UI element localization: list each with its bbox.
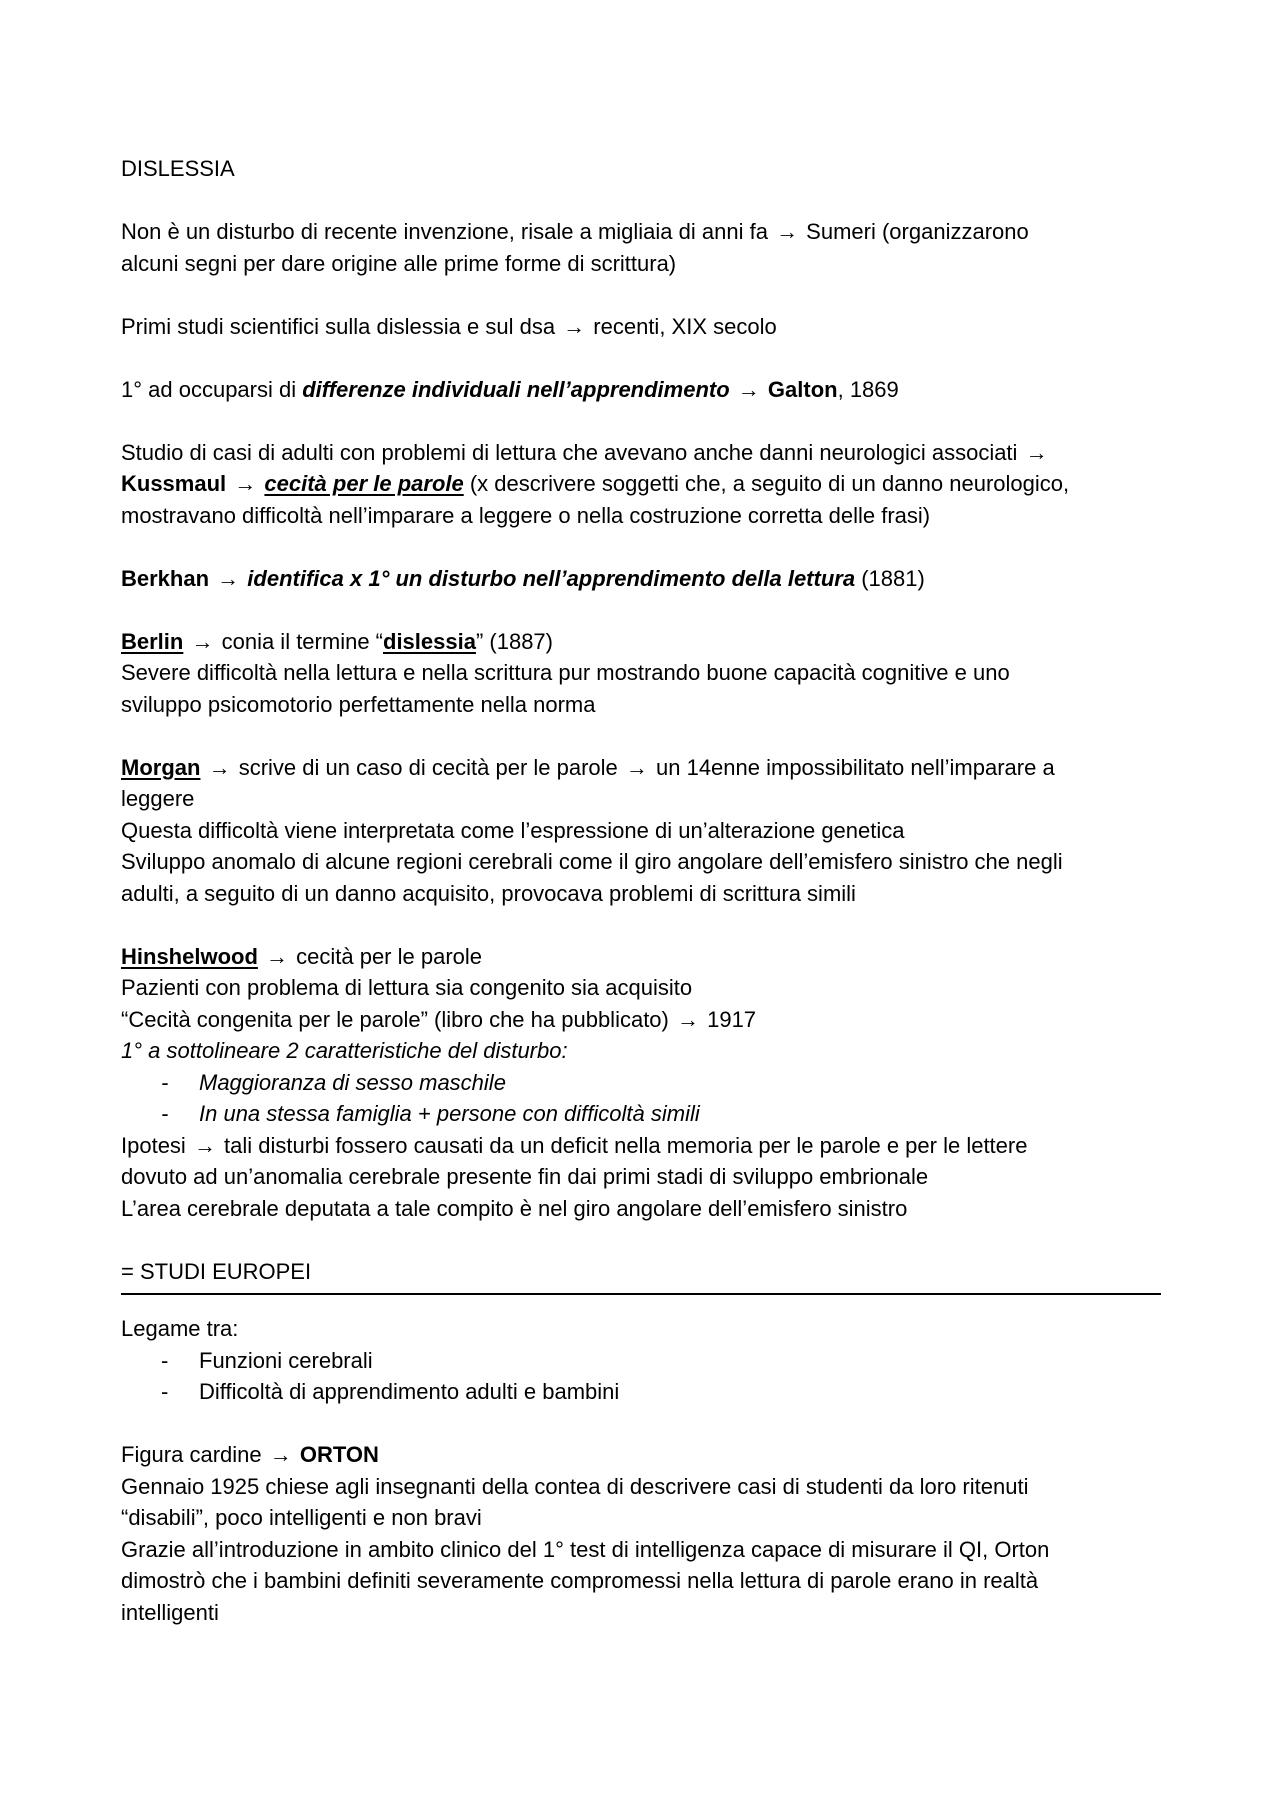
paragraph-morgan-cont3: Sviluppo anomalo di alcune regioni cerebrali come il giro angolare dell’emisfero sinistro che negli <box>121 849 1063 874</box>
paragraph-morgan-cont2: Questa difficoltà viene interpretata come l’espressione di un’alterazione genetica <box>121 817 905 843</box>
list-marker: - <box>161 1101 169 1126</box>
document-title: DISLESSIA <box>121 156 235 181</box>
document-body <box>121 153 1161 1628</box>
list-item-text: Funzioni cerebrali <box>199 1347 373 1373</box>
text: 1° ad occuparsi di <box>121 376 303 402</box>
name-morgan: Morgan <box>121 754 201 780</box>
emphasis-text: dislessia <box>383 628 476 654</box>
arrow-right-icon: → <box>266 943 289 969</box>
paragraph-kussmaul-cont <box>121 468 1161 500</box>
text: ” (1887) <box>475 628 553 654</box>
arrow-right-icon: → <box>193 1132 216 1158</box>
paragraph-origins-cont: alcuni segni per dare origine alle prime forme di scrittura) <box>121 250 677 276</box>
paragraph-origins <box>121 216 1161 248</box>
spacer <box>121 279 1161 311</box>
list-marker: - <box>161 1069 169 1095</box>
text: tali disturbi fossero causati da un deficit nella memoria per le parole e per le lettere <box>217 1132 1028 1158</box>
paragraph-berlin-cont: Severe difficoltà nella lettura e nella scrittura pur mostrando buone capacità cognitive e uno <box>121 660 1010 685</box>
text: Studio di casi di adulti con problemi di lettura che avevano anche danni neurologici associati <box>121 439 1024 465</box>
list-item-text: Maggioranza di sesso maschile <box>199 1069 506 1095</box>
text: conia il termine “ <box>215 628 383 654</box>
list-item <box>121 1067 1161 1099</box>
spacer <box>121 405 1161 437</box>
text: un 14enne impossibilitato nell’imparare a <box>649 754 1055 780</box>
paragraph-orton-cont: Gennaio 1925 chiese agli insegnanti della contea di descrivere casi di studenti da loro ritenuti <box>121 1473 1029 1499</box>
arrow-right-icon: → <box>1025 439 1048 465</box>
text: Figura cardine <box>121 1442 268 1467</box>
paragraph-morgan-cont: leggere <box>121 786 195 811</box>
list-item <box>121 1098 1161 1130</box>
paragraph-orton-cont3: Grazie all’introduzione in ambito clinico del 1° test di intelligenza capace di misurare il QI, Orton <box>121 1536 1050 1562</box>
text: scrive di un caso di cecità per le parole <box>232 754 624 780</box>
paragraph-kussmaul <box>121 437 1161 469</box>
paragraph-orton-cont2: “disabili”, poco intelligenti e non bravi <box>121 1505 482 1530</box>
paragraph-orton-cont4: dimostrò che i bambini definiti severamente compromessi nella lettura di parole erano in realtà <box>121 1568 1039 1593</box>
name-galton: Galton <box>767 376 838 402</box>
paragraph-kussmaul-cont2: mostravano difficoltà nell’imparare a leggere o nella costruzione corretta delle frasi) <box>121 502 931 528</box>
arrow-right-icon: → <box>269 1442 292 1467</box>
spacer <box>121 1305 1161 1313</box>
spacer <box>121 909 1161 941</box>
paragraph-orton-cont5: intelligenti <box>121 1599 219 1625</box>
paragraph-link: Legame tra: <box>121 1316 239 1341</box>
text: recenti, XIX secolo <box>587 313 777 339</box>
list-marker: - <box>161 1379 169 1404</box>
paragraph-first-studies <box>121 311 1161 343</box>
text: Primi studi scientifici sulla dislessia e sul dsa <box>121 313 562 339</box>
arrow-right-icon: → <box>208 754 231 780</box>
arrow-right-icon: → <box>191 628 214 654</box>
emphasis-text: cecità per le parole <box>264 471 464 496</box>
paragraph-hypothesis <box>121 1130 1161 1162</box>
spacer <box>121 720 1161 752</box>
name-berkhan: Berkhan <box>121 565 210 591</box>
horizontal-divider <box>121 1293 1161 1295</box>
paragraph-galton <box>121 374 1161 406</box>
spacer <box>121 342 1161 374</box>
list-item <box>121 1345 1161 1377</box>
paragraph-morgan <box>121 752 1161 784</box>
text: (x descrivere soggetti che, a seguito di un danno neurologico, <box>463 471 1070 496</box>
text: Non è un disturbo di recente invenzione, risale a migliaia di anni fa <box>121 219 775 244</box>
list-marker: - <box>161 1347 169 1373</box>
spacer <box>121 1224 1161 1256</box>
paragraph-berlin <box>121 626 1161 658</box>
arrow-right-icon: → <box>625 754 648 780</box>
paragraph-berkhan <box>121 563 1161 595</box>
spacer <box>121 594 1161 626</box>
paragraph-orton <box>121 1439 1161 1471</box>
text: , 1869 <box>837 376 899 402</box>
list-item-text: Difficoltà di apprendimento adulti e bambini <box>199 1379 620 1404</box>
arrow-right-icon: → <box>737 376 760 402</box>
text: Sumeri (organizzarono <box>800 219 1029 244</box>
text: 1917 <box>700 1006 757 1032</box>
spacer <box>121 1408 1161 1440</box>
emphasis-text: differenze individuali nell’apprendimento <box>302 376 730 402</box>
name-berlin: Berlin <box>121 628 184 654</box>
text: “Cecità congenita per le parole” (libro che ha pubblicato) <box>121 1006 675 1032</box>
arrow-right-icon: → <box>234 471 257 496</box>
paragraph-hinshelwood-book <box>121 1004 1161 1036</box>
arrow-right-icon: → <box>217 565 240 591</box>
paragraph-hinshelwood <box>121 941 1161 973</box>
paragraph-hinshelwood-cont: Pazienti con problema di lettura sia congenito sia acquisito <box>121 975 693 1000</box>
name-orton: ORTON <box>299 1442 379 1467</box>
text: cecità per le parole <box>290 943 483 969</box>
paragraph-hinshelwood-features: 1° a sottolineare 2 caratteristiche del disturbo: <box>121 1038 568 1063</box>
text: Ipotesi <box>121 1132 192 1158</box>
spacer <box>121 531 1161 563</box>
list-item <box>121 1376 1161 1408</box>
arrow-right-icon: → <box>563 313 586 339</box>
list-item-text: In una stessa famiglia + persone con difficoltà simili <box>199 1101 700 1126</box>
emphasis-text: identifica x 1° un disturbo nell’apprendimento della lettura <box>247 565 856 591</box>
section-summary: = STUDI EUROPEI <box>121 1258 312 1284</box>
paragraph-morgan-cont4: adulti, a seguito di un danno acquisito, provocava problemi di scrittura simili <box>121 880 856 906</box>
paragraph-berlin-cont2: sviluppo psicomotorio perfettamente nella norma <box>121 691 596 717</box>
spacer <box>121 185 1161 217</box>
name-hinshelwood: Hinshelwood <box>121 943 258 969</box>
paragraph-hypothesis-cont2: L’area cerebrale deputata a tale compito è nel giro angolare dell’emisfero sinistro <box>121 1195 908 1221</box>
arrow-right-icon: → <box>676 1006 699 1032</box>
text: (1881) <box>855 565 925 591</box>
name-kussmaul: Kussmaul <box>121 471 227 496</box>
arrow-right-icon: → <box>776 219 799 244</box>
paragraph-hypothesis-cont: dovuto ad un’anomalia cerebrale presente fin dai primi stadi di sviluppo embrionale <box>121 1164 929 1189</box>
